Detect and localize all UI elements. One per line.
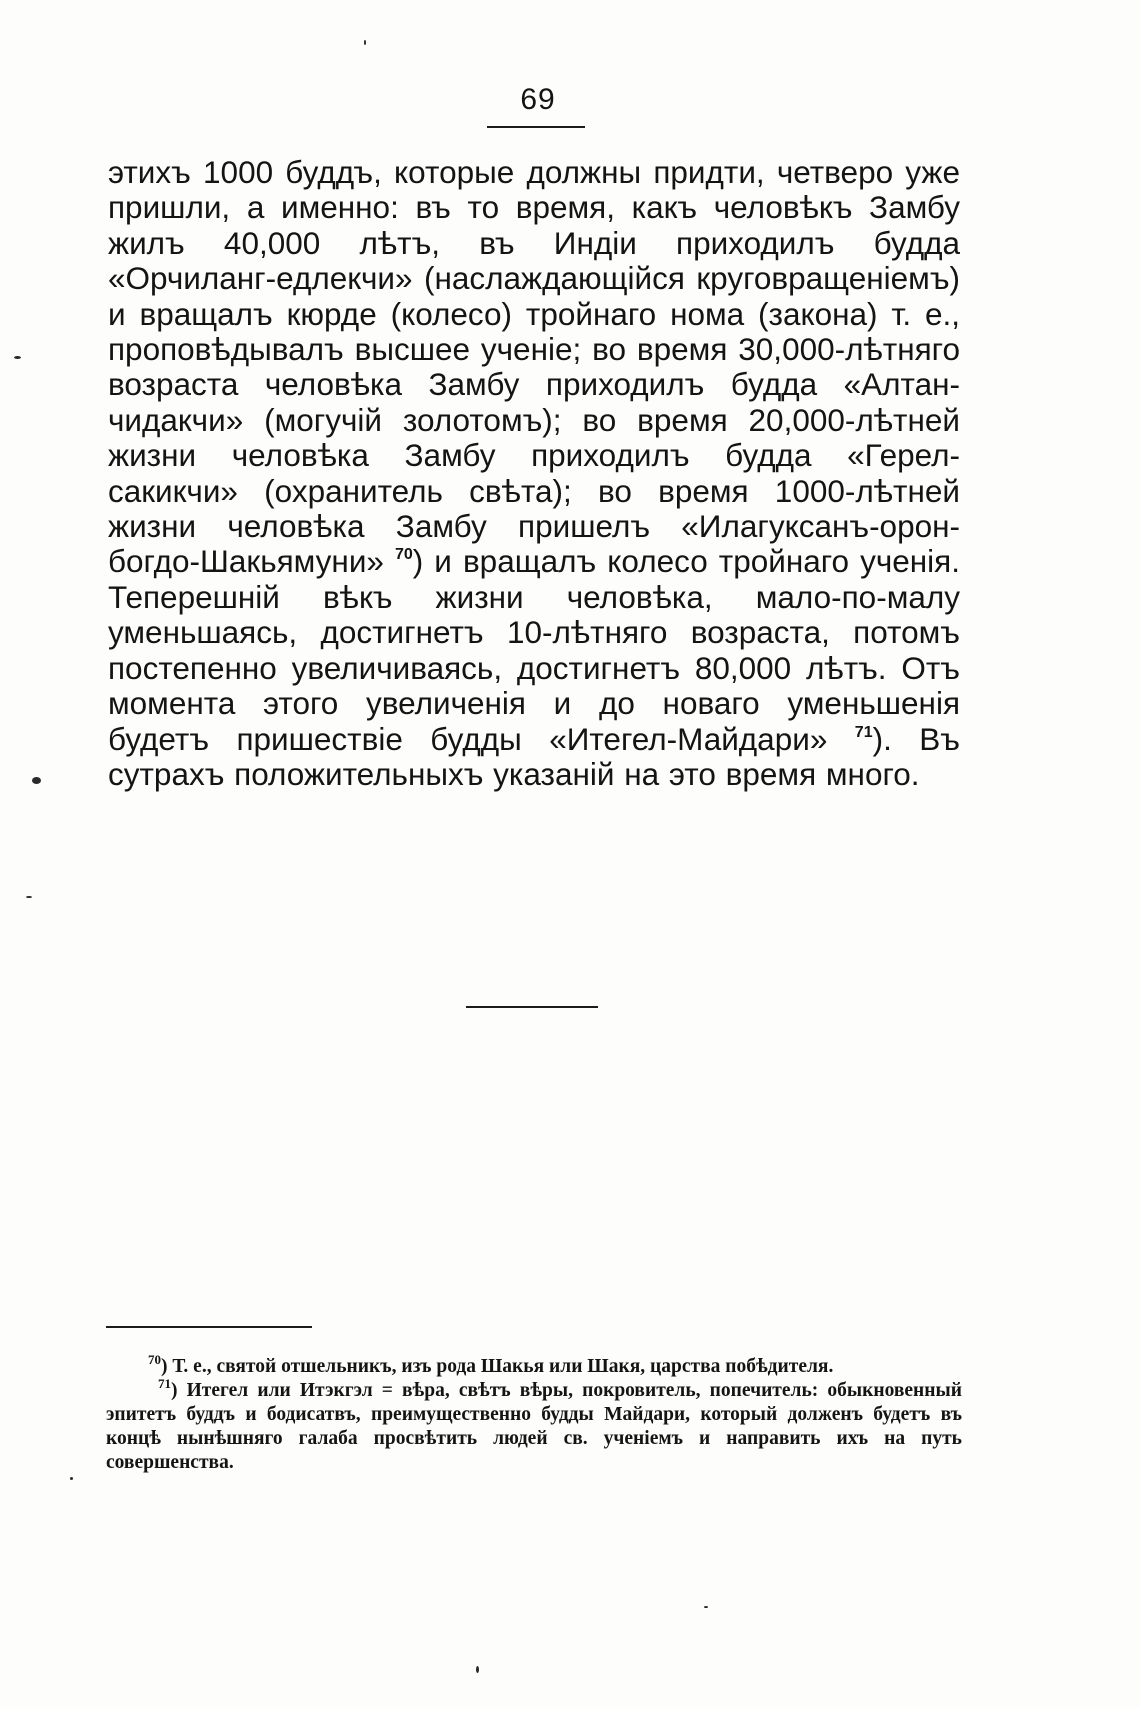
scan-speck bbox=[704, 1606, 708, 1608]
footnote-70-text: ) Т. е., святой отшельникъ, изъ рода Шакья или Шакя, царства побѣдителя. bbox=[161, 1356, 834, 1377]
page-number: 69 bbox=[520, 83, 556, 116]
footnote-71 bbox=[106, 1376, 962, 1475]
scan-speck bbox=[26, 896, 32, 898]
main-paragraph bbox=[108, 155, 960, 792]
scan-speck bbox=[70, 1477, 73, 1480]
footnote-70-mark: 70 bbox=[148, 1352, 161, 1367]
footnotes-block bbox=[106, 1352, 962, 1475]
scan-speck bbox=[364, 40, 366, 45]
scan-speck bbox=[14, 356, 21, 359]
page-number-underline bbox=[487, 126, 585, 128]
section-separator-rule bbox=[466, 1006, 598, 1008]
scan-speck bbox=[476, 1666, 479, 1673]
footnote-separator-rule bbox=[106, 1326, 312, 1328]
paragraph-text-part-3: ). Въ сутрахъ положительныхъ указаній на это время много. bbox=[108, 720, 960, 792]
footnote-70 bbox=[106, 1352, 962, 1379]
footnote-ref-71: 71 bbox=[854, 723, 873, 741]
paragraph-text-part-2: ) и вращалъ колесо тройнаго ученія. Теперешній вѣкъ жизни человѣка, мало-по-малу уменьшаясь, достигнетъ 10-лѣтняго возраста, потомъ постепенно увеличиваясь, достигнетъ 80,000 лѣтъ. Отъ момента этого увеличенія и до новаго уменьшенія будетъ пришествіе будды «Итегел-Майдари» bbox=[108, 543, 960, 757]
footnote-ref-70: 70 bbox=[394, 546, 413, 564]
scan-speck bbox=[32, 777, 41, 784]
footnote-71-text: ) Итегел или Итэкгэл = вѣра, свѣтъ вѣры, покровитель, попечитель: обыкновенный эпитетъ буддъ и бодисатвъ, преимущественно будды Майдари, который долженъ будетъ въ концѣ нынѣшняго галаба просвѣтить людей св. ученіемъ и направить ихъ на путь совершенства. bbox=[106, 1380, 962, 1473]
footnote-71-mark: 71 bbox=[158, 1376, 171, 1391]
paragraph-text-part-1: этихъ 1000 буддъ, которые должны придти, четверо уже пришли, а именно: въ то время, какъ человѣкъ Замбу жилъ 40,000 лѣтъ, въ Индіи приходилъ будда «Орчиланг-едлекчи» (наслаждающійся круговращеніемъ) и вращалъ кюрде (колесо) тройнаго нома (закона) т. е., проповѣдывалъ высшее ученіе; во время 30,000-лѣтняго возраста человѣка Замбу приходилъ будда «Алтан-чидакчи» (могучій золотомъ); во время 20,000-лѣтней жизни человѣка Замбу приходилъ будда «Герел-сакикчи» (охранитель свѣта); во время 1000-лѣтней жизни человѣка Замбу пришелъ «Илагуксанъ-орон-богдо-Шакьямуни» bbox=[108, 154, 960, 580]
